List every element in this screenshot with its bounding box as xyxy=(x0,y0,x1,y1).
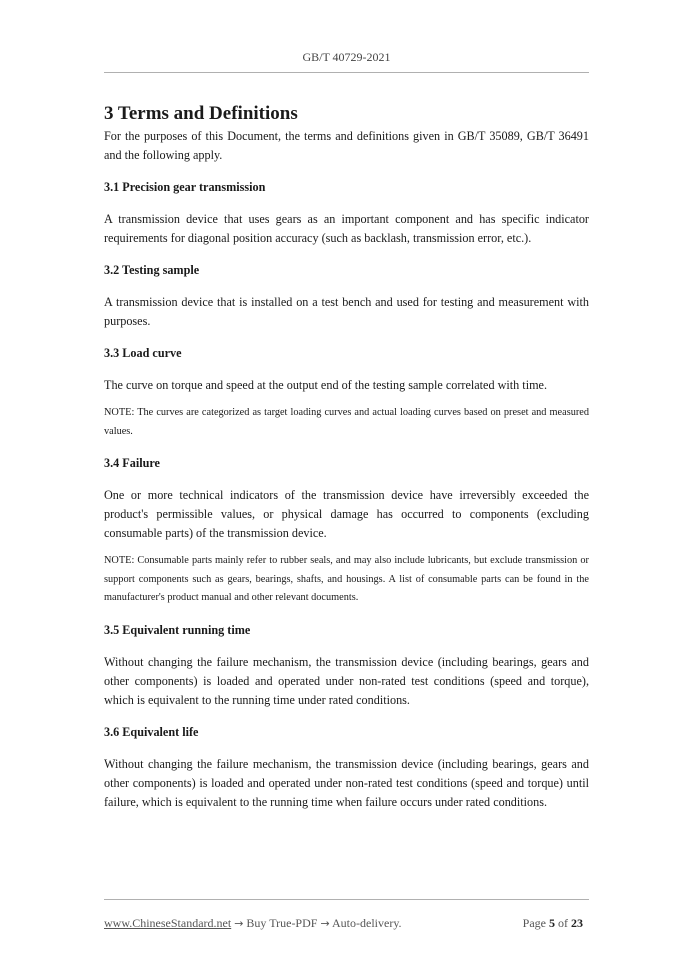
site-link[interactable]: www.ChineseStandard.net xyxy=(104,916,232,930)
term-title: 3.4 Failure xyxy=(104,456,160,470)
term-3-6 xyxy=(104,723,589,812)
page-of-label: of xyxy=(558,916,568,930)
document-body xyxy=(104,101,589,812)
term-3-2 xyxy=(104,261,589,331)
term-note: NOTE: The curves are categorized as target loading curves and actual loading curves based on preset and measured values. xyxy=(104,407,589,437)
term-title: 3.6 Equivalent life xyxy=(104,724,199,739)
term-3-3 xyxy=(104,344,589,441)
page-header: GB/T 40729-2021 xyxy=(302,50,391,64)
page-footer xyxy=(104,916,589,931)
term-3-1 xyxy=(104,178,589,248)
term-definition: A transmission device that uses gears as an important component and has specific indicator requirements for diagonal position accuracy (such as backlash, transmission error, etc.). xyxy=(104,212,589,245)
term-definition: The curve on torque and speed at the output end of the testing sample correlated with time. xyxy=(104,378,548,392)
page-number xyxy=(523,916,583,931)
delivery-text: Auto-delivery. xyxy=(332,916,402,930)
term-definition: Without changing the failure mechanism, the transmission device (including bearings, gears and other components) is loaded and operated under non-rated test conditions (speed and torque), which is equivalent to the running time under rated conditions. xyxy=(104,654,589,707)
term-definition: Without changing the failure mechanism, the transmission device (including bearings, gears and other components) is loaded and operated under non-rated test conditions (speed and torque) until failure, which is equivalent to the running time when failure occurs under rated conditions. xyxy=(104,756,589,809)
page-label: Page xyxy=(522,916,546,930)
page-total: 23 xyxy=(571,916,583,930)
term-note: NOTE: Consumable parts mainly refer to rubber seals, and may also include lubricants, but exclude transmission or support components such as gears, bearings, shafts, and housings. A list of consumable parts can be found in the manufacturer's product manual and other relevant documents. xyxy=(104,555,589,603)
footer-divider xyxy=(104,899,589,900)
section-intro: For the purposes of this Document, the terms and definitions given in GB/T 35089, GB/T 36491 and the following apply. xyxy=(104,129,589,162)
term-title: 3.3 Load curve xyxy=(104,346,182,360)
term-definition: One or more technical indicators of the transmission device have irreversibly exceeded the product's permissible values, or physical damage has occurred to components (excluding consumable parts) of the transmission device. xyxy=(104,488,589,540)
term-title: 3.5 Equivalent running time xyxy=(104,622,251,637)
term-title: 3.2 Testing sample xyxy=(104,263,200,277)
right-arrow-icon: → xyxy=(320,917,330,930)
term-definition: A transmission device that is installed on a test bench and used for testing and measurement with purposes. xyxy=(104,295,589,328)
term-3-4 xyxy=(104,454,589,608)
term-title: 3.1 Precision gear transmission xyxy=(104,180,266,194)
term-3-5 xyxy=(104,621,589,710)
buy-text: Buy True-PDF xyxy=(246,916,318,930)
right-arrow-icon: → xyxy=(234,917,244,930)
page-current: 5 xyxy=(549,916,555,930)
header-divider xyxy=(104,72,589,73)
section-title: 3 Terms and Definitions xyxy=(104,103,298,124)
